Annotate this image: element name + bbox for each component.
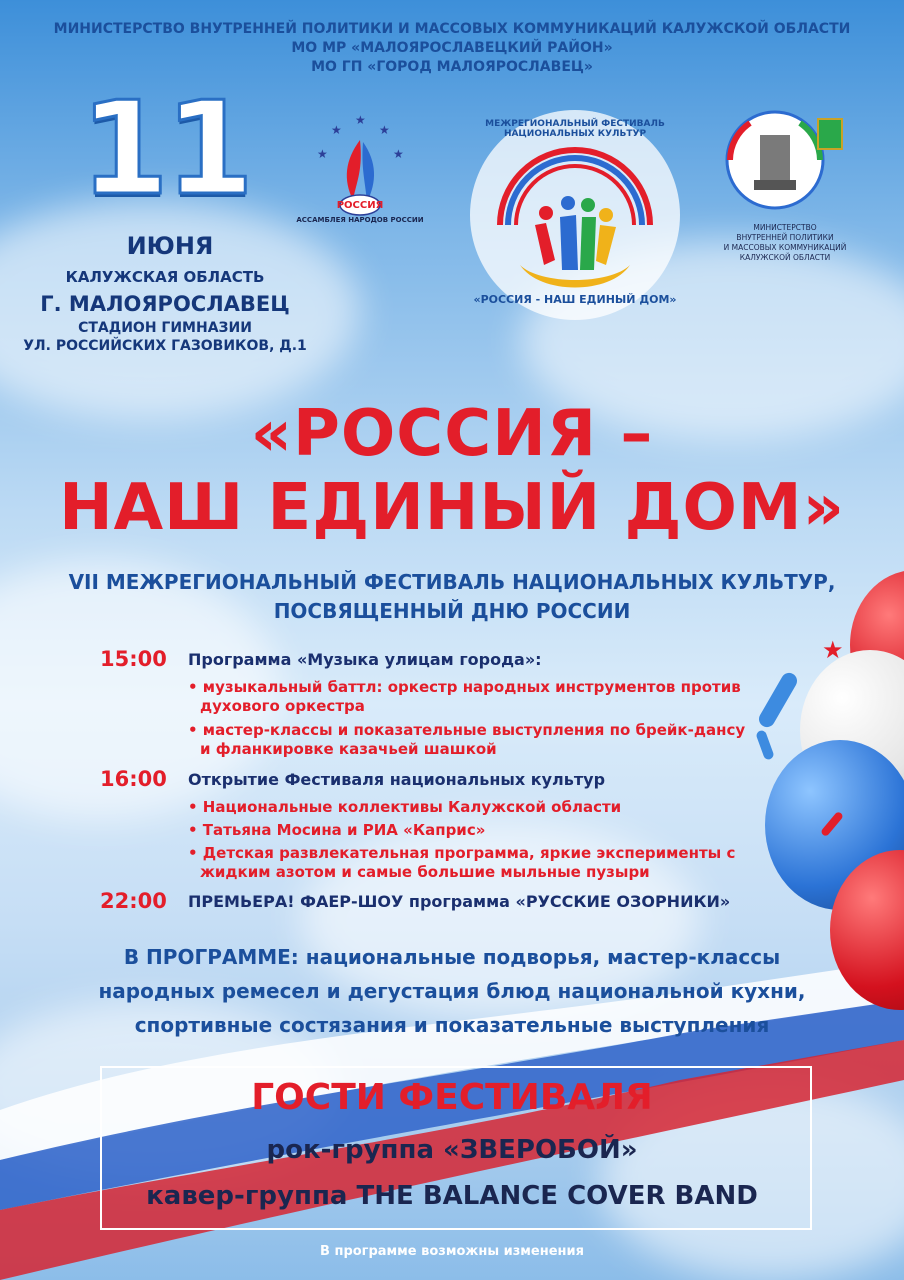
- event-city: Г. МАЛОЯРОСЛАВЕЦ: [40, 292, 290, 316]
- schedule-bullet: • музыкальный баттл: оркестр народных инструментов против: [188, 678, 741, 696]
- org-line-1: МИНИСТЕРСТВО ВНУТРЕННЕЙ ПОЛИТИКИ И МАССОВЫХ КОММУНИКАЦИЙ КАЛУЖСКОЙ ОБЛАСТИ: [53, 21, 851, 37]
- schedule-bullet: и фланкировке казачьей шашкой: [200, 740, 497, 758]
- schedule-bullet: духового оркестра: [200, 697, 365, 715]
- main-title-line-1: «РОССИЯ –: [250, 397, 654, 471]
- guest-line-1: рок-группа «ЗВЕРОБОЙ»: [266, 1135, 638, 1165]
- schedule-title: Программа «Музыка улицам города»:: [188, 650, 542, 669]
- ministry-logo: [720, 105, 850, 275]
- schedule-bullet: жидким азотом и самые большие мыльные пузыри: [200, 863, 650, 881]
- schedule-title: ПРЕМЬЕРА! ФАЕР-ШОУ программа «РУССКИЕ ОЗОРНИКИ»: [188, 892, 731, 911]
- festival-arc-top: МЕЖРЕГИОНАЛЬНЫЙ ФЕСТИВАЛЬ НАЦИОНАЛЬНЫХ КУЛЬТУР: [485, 119, 665, 139]
- confetti: [756, 670, 800, 730]
- assembly-word: РОССИЯ: [336, 200, 384, 211]
- event-region: КАЛУЖСКАЯ ОБЛАСТЬ: [65, 268, 265, 286]
- program-line-1: В ПРОГРАММЕ: национальные подворья, мастер-классы: [123, 945, 781, 969]
- subtitle-line-1: VII МЕЖРЕГИОНАЛЬНЫЙ ФЕСТИВАЛЬ НАЦИОНАЛЬНЫХ КУЛЬТУР,: [68, 570, 836, 594]
- schedule-time: 22:00: [100, 889, 167, 913]
- schedule-time: 16:00: [100, 767, 167, 791]
- schedule-bullet: • Национальные коллективы Калужской области: [188, 798, 622, 816]
- event-day: 11: [79, 75, 251, 224]
- ministry-caption-line: ВНУТРЕННЕЙ ПОЛИТИКИ: [736, 233, 834, 242]
- star-icon: ★: [822, 636, 844, 664]
- ministry-caption-line: КАЛУЖСКОЙ ОБЛАСТИ: [739, 253, 831, 262]
- festival-logo: [460, 95, 690, 335]
- schedule-bullet: • Татьяна Мосина и РИА «Каприс»: [188, 821, 486, 839]
- schedule-time: 15:00: [100, 647, 167, 671]
- guests-title: ГОСТИ ФЕСТИВАЛЯ: [251, 1077, 653, 1118]
- guest-line-2: кавер-группа THE BALANCE COVER BAND: [146, 1181, 758, 1211]
- schedule-bullet: • мастер-классы и показательные выступления по брейк-дансу: [188, 721, 746, 739]
- svg-text:★: ★: [331, 123, 342, 137]
- ministry-caption: [715, 223, 855, 263]
- footer-note: В программе возможны изменения: [320, 1244, 584, 1259]
- svg-text:★: ★: [355, 113, 366, 127]
- program-line-2: народных ремесел и дегустация блюд национальной кухни,: [98, 979, 806, 1003]
- confetti: [755, 729, 775, 761]
- event-address: УЛ. РОССИЙСКИХ ГАЗОВИКОВ, Д.1: [23, 338, 307, 354]
- program-line-3: спортивные состязания и показательные выступления: [134, 1013, 770, 1037]
- main-title-line-2: НАШ ЕДИНЫЙ ДОМ»: [59, 471, 845, 545]
- svg-text:★: ★: [317, 147, 328, 161]
- subtitle-line-2: ПОСВЯЩЕННЫЙ ДНЮ РОССИИ: [273, 599, 631, 623]
- assembly-caption: АССАМБЛЕЯ НАРОДОВ РОССИИ: [296, 216, 424, 224]
- festival-arc-bottom: «РОССИЯ - НАШ ЕДИНЫЙ ДОМ»: [473, 293, 677, 306]
- schedule-bullet: • Детская развлекательная программа, яркие эксперименты с: [188, 844, 736, 862]
- event-month: ИЮНЯ: [126, 232, 214, 260]
- org-line-2: МО МР «МАЛОЯРОСЛАВЕЦКИЙ РАЙОН»: [291, 40, 613, 56]
- assembly-logo: [296, 110, 424, 230]
- flame-emblem-icon: [305, 110, 415, 230]
- svg-text:★: ★: [379, 123, 390, 137]
- ministry-caption-line: МИНИСТЕРСТВО: [753, 223, 817, 232]
- ministry-emblem-icon: [720, 105, 850, 215]
- schedule-title: Открытие Фестиваля национальных культур: [188, 770, 606, 789]
- event-venue: СТАДИОН ГИМНАЗИИ: [78, 320, 252, 336]
- ministry-caption-line: И МАССОВЫХ КОММУНИКАЦИЙ: [723, 243, 847, 252]
- org-line-3: МО ГП «ГОРОД МАЛОЯРОСЛАВЕЦ»: [311, 59, 593, 75]
- svg-text:★: ★: [393, 147, 404, 161]
